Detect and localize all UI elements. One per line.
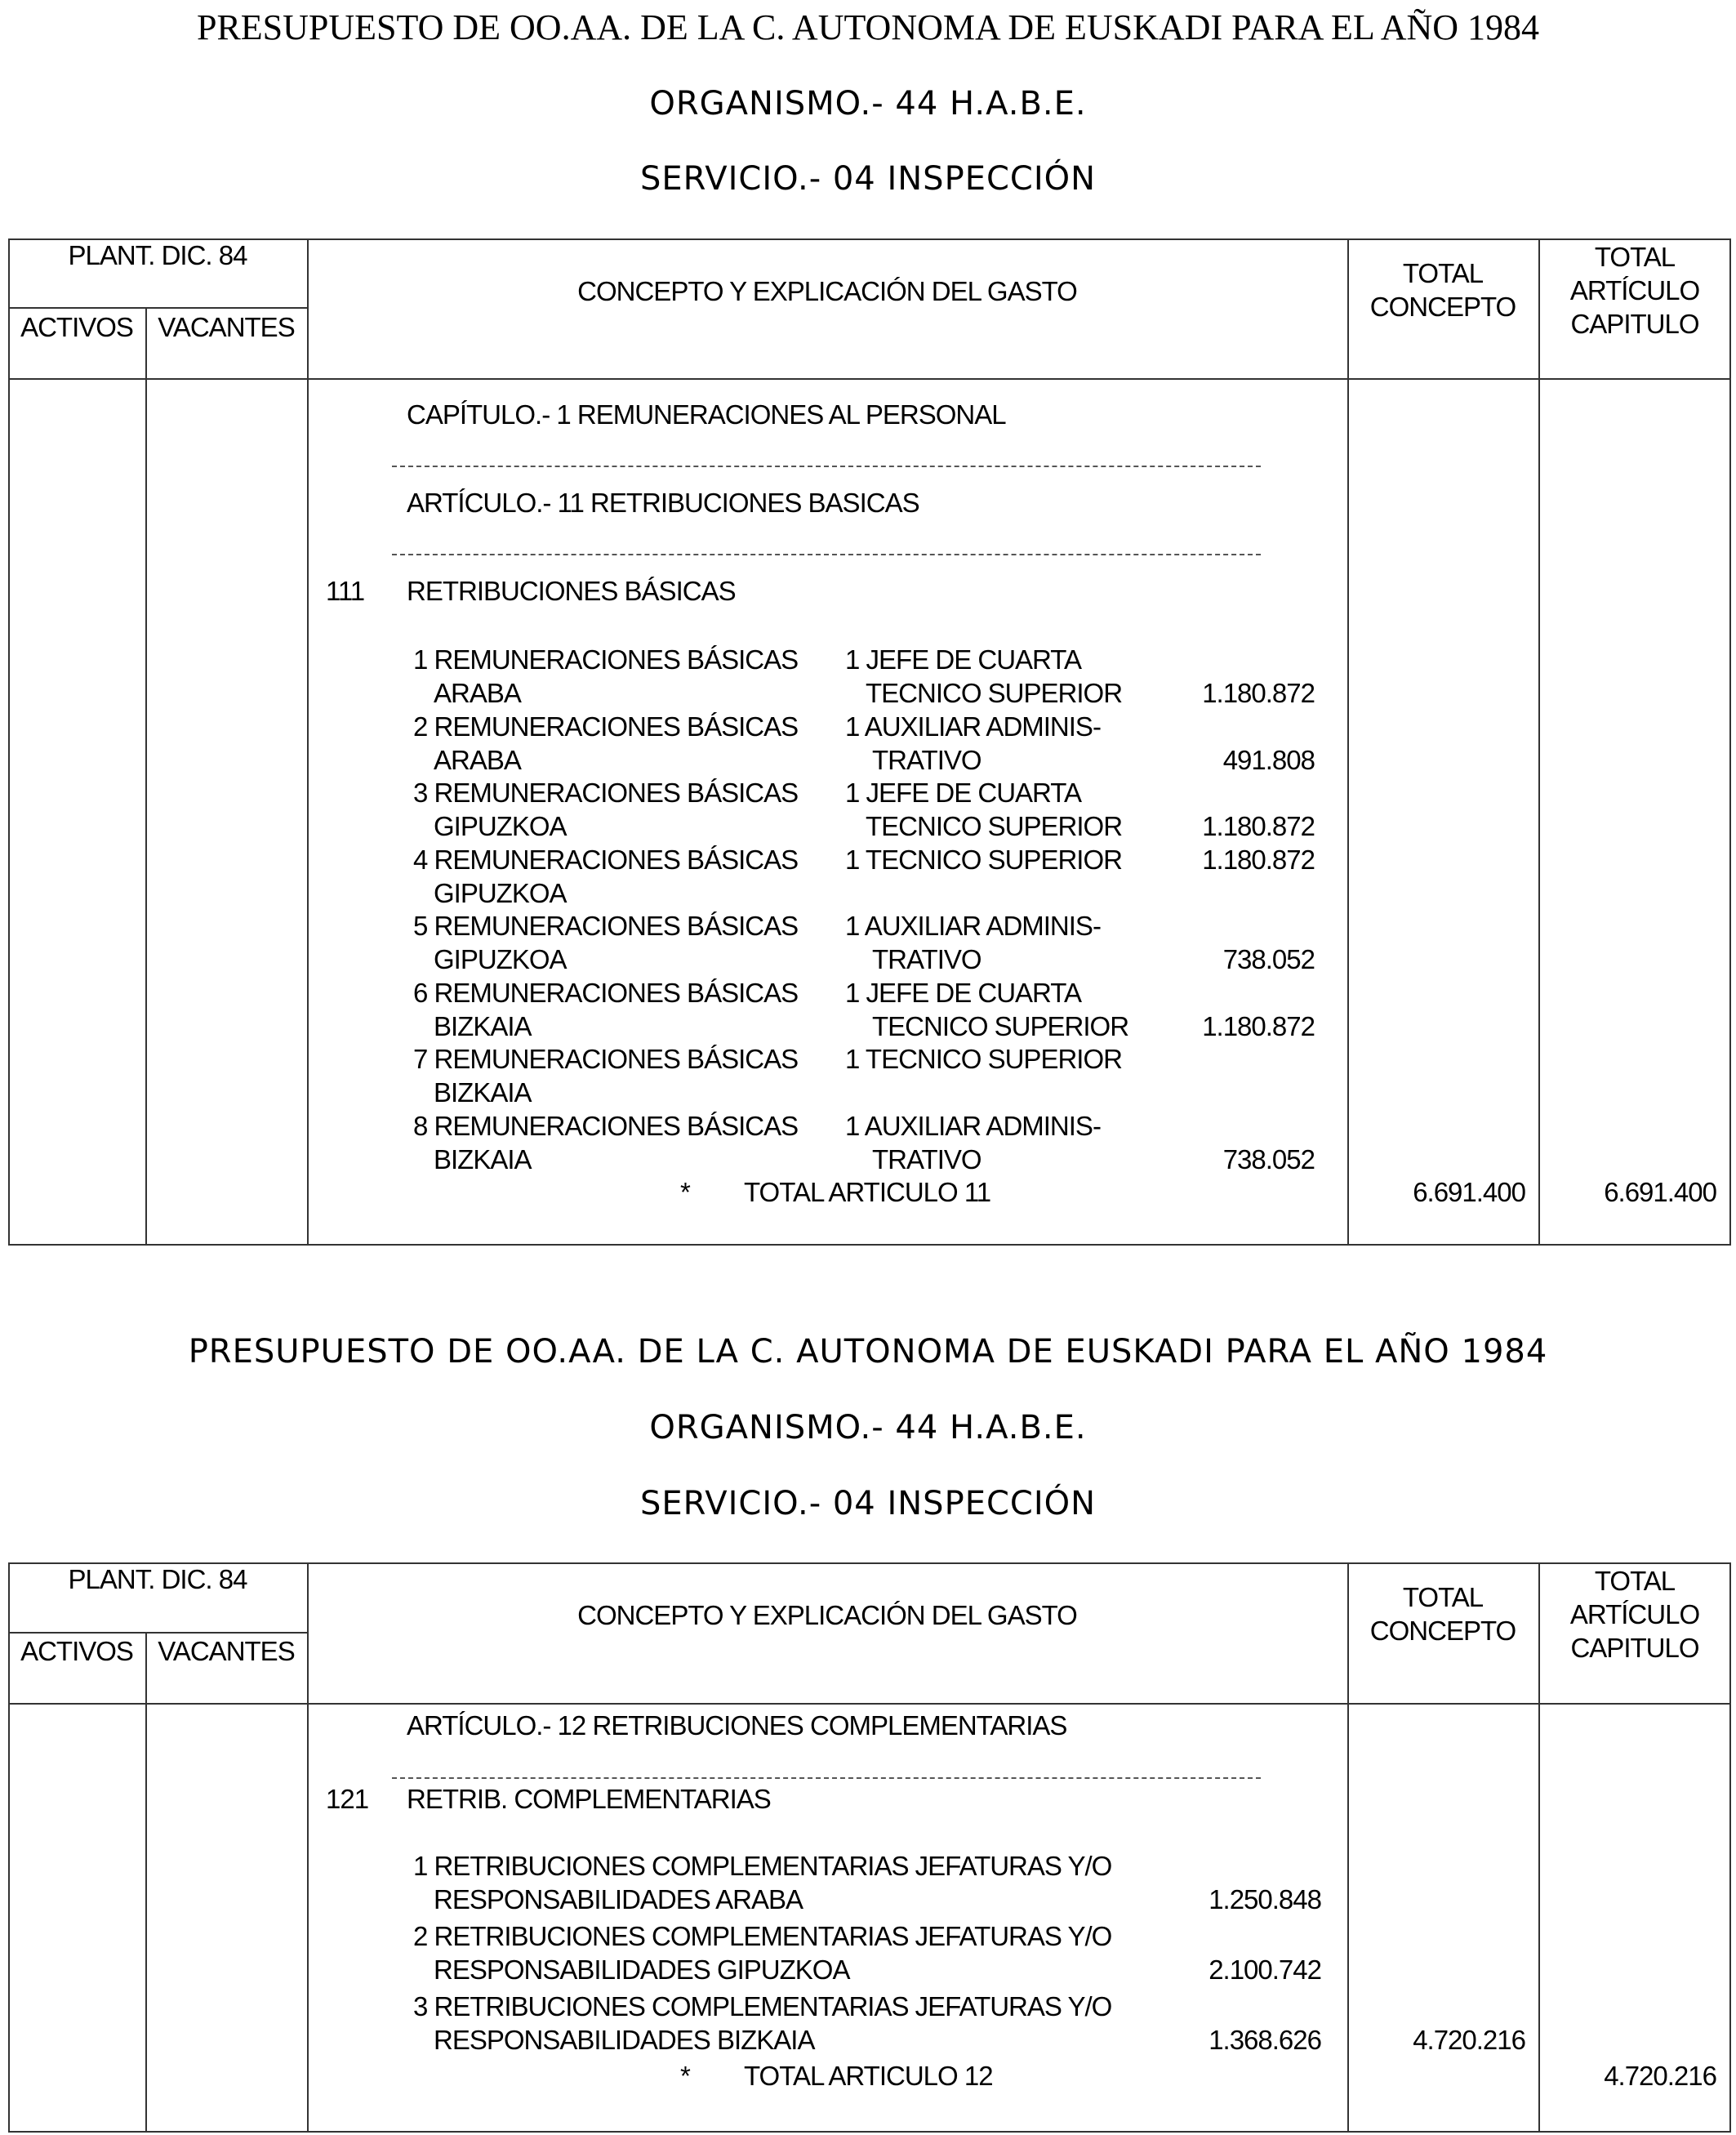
articulo-heading: ARTÍCULO.- 11 RETRIBUCIONES BASICAS xyxy=(407,488,919,518)
item-line-cont: RESPONSABILIDADES ARABA xyxy=(434,1884,803,1914)
total-concepto-value: 4.720.216 xyxy=(1413,2025,1525,2055)
item-cargo-cont: TECNICO SUPERIOR xyxy=(872,1011,1129,1041)
header-total-articulo-2: ARTÍCULO xyxy=(1569,275,1700,305)
col-divider-total-concepto xyxy=(1538,238,1540,1246)
item-region: ARABA xyxy=(434,745,521,775)
item-cargo: 1 TECNICO SUPERIOR xyxy=(845,845,1122,875)
item-region: GIPUZKOA xyxy=(434,878,567,908)
total-star: * xyxy=(680,2061,690,2091)
item-line-cont: RESPONSABILIDADES GIPUZKOA xyxy=(434,1954,850,1985)
item-number: 2 REMUNERACIONES BÁSICAS xyxy=(413,711,799,742)
item-number: 6 REMUNERACIONES BÁSICAS xyxy=(413,978,799,1008)
header-total-concepto-1: TOTAL xyxy=(1402,258,1484,288)
item-cargo: 1 JEFE DE CUARTA xyxy=(845,778,1082,808)
col-divider-vacantes xyxy=(307,238,309,1246)
total-label: TOTAL ARTICULO 12 xyxy=(744,2061,993,2091)
item-amount: 1.180.872 xyxy=(1202,811,1315,841)
item-amount: 491.808 xyxy=(1222,745,1315,775)
total-label: TOTAL ARTICULO 11 xyxy=(744,1177,991,1207)
item-cargo: 1 TECNICO SUPERIOR xyxy=(845,1044,1122,1074)
item-amount: 1.250.848 xyxy=(1209,1884,1321,1914)
item-number: 5 REMUNERACIONES BÁSICAS xyxy=(413,911,799,941)
header-total-concepto-2: CONCEPTO xyxy=(1369,292,1516,322)
header-plant: PLANT. DIC. 84 xyxy=(68,240,247,270)
organismo-heading: ORGANISMO.- 44 H.A.B.E. xyxy=(649,85,1087,123)
col-divider-activos xyxy=(145,1632,147,2133)
item-cargo-cont: TRATIVO xyxy=(872,745,982,775)
plant-divider xyxy=(8,1632,307,1634)
item-cargo: 1 JEFE DE CUARTA xyxy=(845,978,1082,1008)
header-concepto: CONCEPTO Y EXPLICACIÓN DEL GASTO xyxy=(577,1600,1077,1630)
item-cargo-cont: TRATIVO xyxy=(872,1144,982,1174)
total-articulo-value: 6.691.400 xyxy=(1604,1177,1716,1207)
item-line: 3 RETRIBUCIONES COMPLEMENTARIAS JEFATURAS Y/O xyxy=(413,1991,1112,2021)
plant-divider xyxy=(8,307,307,309)
header-total-articulo-3: CAPITULO xyxy=(1570,309,1699,339)
item-line-cont: RESPONSABILIDADES BIZKAIA xyxy=(434,2025,815,2055)
col-divider-vacantes xyxy=(307,1562,309,2133)
item-cargo: 1 AUXILIAR ADMINIS- xyxy=(845,1111,1101,1141)
item-cargo-cont: TECNICO SUPERIOR xyxy=(866,678,1123,708)
header-total-articulo-1: TOTAL xyxy=(1594,242,1676,272)
item-number: 4 REMUNERACIONES BÁSICAS xyxy=(413,845,799,875)
header-activos: ACTIVOS xyxy=(20,312,133,342)
item-amount: 2.100.742 xyxy=(1209,1954,1321,1985)
header-divider xyxy=(8,378,1731,380)
header-plant: PLANT. DIC. 84 xyxy=(68,1564,247,1594)
articulo-heading: ARTÍCULO.- 12 RETRIBUCIONES COMPLEMENTARIAS xyxy=(407,1710,1067,1741)
servicio-heading: SERVICIO.- 04 INSPECCIÓN xyxy=(639,1485,1097,1522)
header-total-articulo-3: CAPITULO xyxy=(1570,1633,1699,1663)
item-amount: 1.180.872 xyxy=(1202,678,1315,708)
page-title: PRESUPUESTO DE OO.AA. DE LA C. AUTONOMA DE EUSKADI PARA EL AÑO 1984 xyxy=(196,7,1540,47)
col-divider-activos xyxy=(145,307,147,1246)
item-cargo: 1 AUXILIAR ADMINIS- xyxy=(845,711,1101,742)
header-total-articulo-1: TOTAL xyxy=(1594,1566,1676,1596)
item-number: 8 REMUNERACIONES BÁSICAS xyxy=(413,1111,799,1141)
item-amount: 1.368.626 xyxy=(1209,2025,1321,2055)
col-divider-concepto xyxy=(1347,1562,1349,2133)
concept-name: RETRIBUCIONES BÁSICAS xyxy=(407,576,736,606)
item-cargo: 1 AUXILIAR ADMINIS- xyxy=(845,911,1101,941)
item-amount: 1.180.872 xyxy=(1202,1011,1315,1041)
header-activos: ACTIVOS xyxy=(20,1636,133,1666)
concept-code: 111 xyxy=(326,576,365,606)
item-amount: 1.180.872 xyxy=(1202,845,1315,875)
item-amount: 738.052 xyxy=(1222,1144,1315,1174)
item-line: 1 RETRIBUCIONES COMPLEMENTARIAS JEFATURAS Y/O xyxy=(413,1851,1112,1881)
item-number: 1 REMUNERACIONES BÁSICAS xyxy=(413,644,799,675)
concept-code: 121 xyxy=(326,1784,369,1814)
header-total-concepto-1: TOTAL xyxy=(1402,1582,1484,1612)
item-region: ARABA xyxy=(434,678,521,708)
col-divider-concepto xyxy=(1347,238,1349,1246)
header-concepto: CONCEPTO Y EXPLICACIÓN DEL GASTO xyxy=(577,276,1077,306)
item-cargo-cont: TECNICO SUPERIOR xyxy=(866,811,1123,841)
item-region: BIZKAIA xyxy=(434,1077,532,1108)
total-concepto-value: 6.691.400 xyxy=(1413,1177,1525,1207)
item-cargo: 1 JEFE DE CUARTA xyxy=(845,644,1082,675)
item-amount: 738.052 xyxy=(1222,944,1315,974)
header-divider xyxy=(8,1703,1731,1705)
item-cargo-cont: TRATIVO xyxy=(872,944,982,974)
item-line: 2 RETRIBUCIONES COMPLEMENTARIAS JEFATURAS Y/O xyxy=(413,1921,1112,1951)
total-star: * xyxy=(680,1177,690,1207)
total-articulo-value: 4.720.216 xyxy=(1604,2061,1716,2091)
item-number: 3 REMUNERACIONES BÁSICAS xyxy=(413,778,799,808)
header-vacantes: VACANTES xyxy=(158,312,295,342)
organismo-heading: ORGANISMO.- 44 H.A.B.E. xyxy=(649,1409,1087,1446)
servicio-heading: SERVICIO.- 04 INSPECCIÓN xyxy=(639,160,1097,198)
dashed-separator xyxy=(392,1777,1261,1779)
item-region: GIPUZKOA xyxy=(434,811,567,841)
header-total-concepto-2: CONCEPTO xyxy=(1369,1616,1516,1646)
capitulo-heading: CAPÍTULO.- 1 REMUNERACIONES AL PERSONAL xyxy=(407,399,1006,430)
item-region: BIZKAIA xyxy=(434,1011,532,1041)
concept-name: RETRIB. COMPLEMENTARIAS xyxy=(407,1784,771,1814)
item-region: GIPUZKOA xyxy=(434,944,567,974)
item-number: 7 REMUNERACIONES BÁSICAS xyxy=(413,1044,799,1074)
header-total-articulo-2: ARTÍCULO xyxy=(1569,1599,1700,1629)
page-title: PRESUPUESTO DE OO.AA. DE LA C. AUTONOMA DE EUSKADI PARA EL AÑO 1984 xyxy=(188,1333,1548,1371)
item-region: BIZKAIA xyxy=(434,1144,532,1174)
dashed-separator xyxy=(392,466,1261,467)
header-vacantes: VACANTES xyxy=(158,1636,295,1666)
dashed-separator xyxy=(392,554,1261,555)
